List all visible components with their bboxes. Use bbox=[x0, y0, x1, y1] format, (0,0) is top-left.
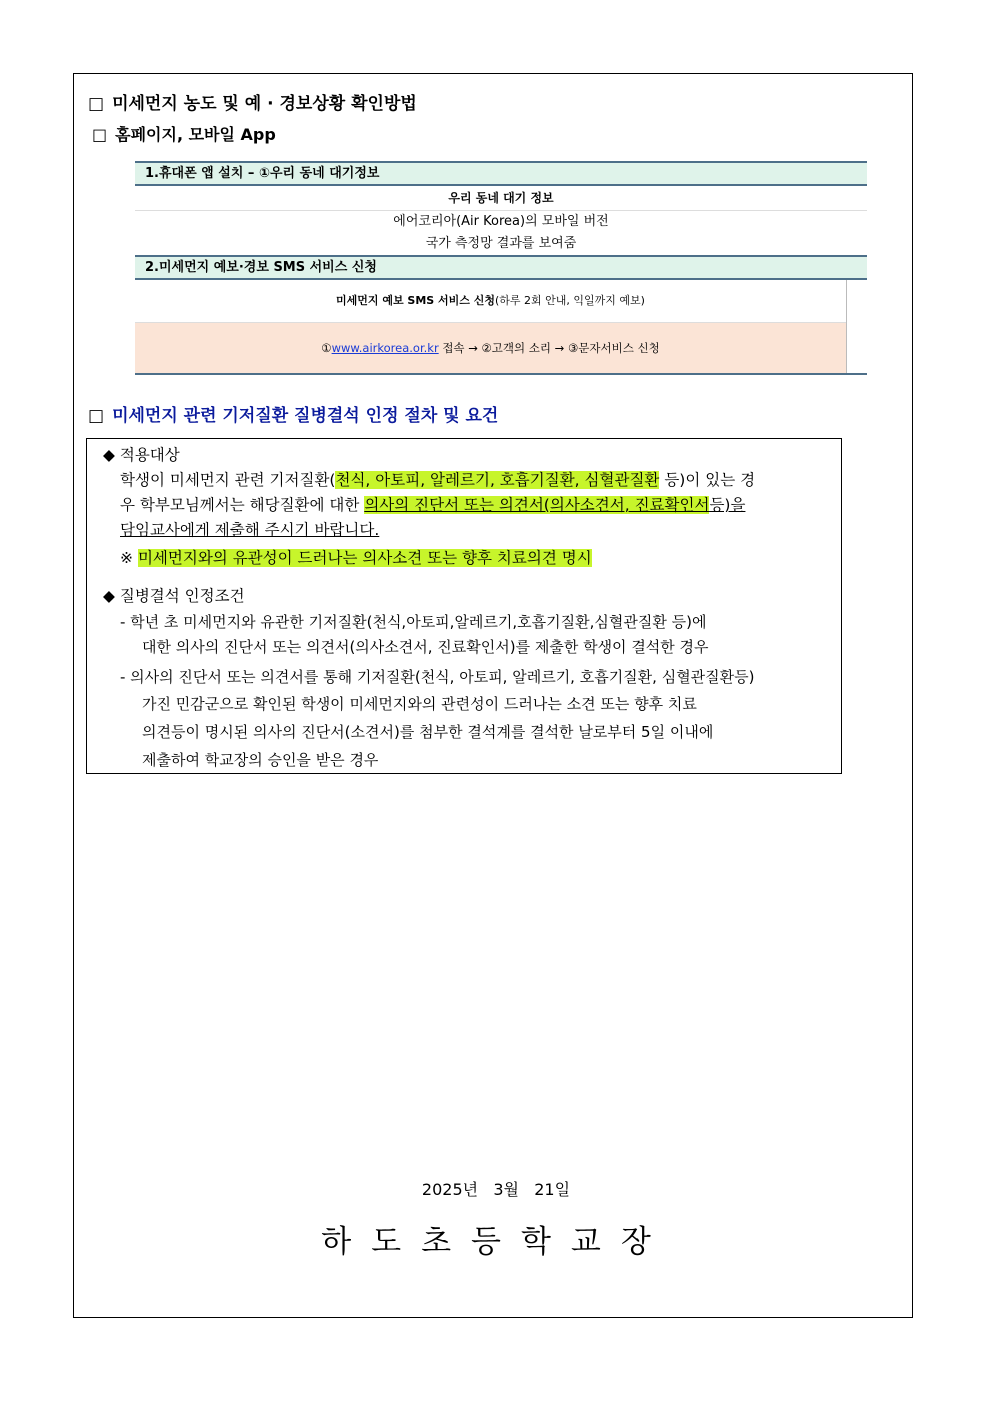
sms-steps-line: ①www.airkorea.or.kr 접속 → ②고객의 소리 → ③문자서비스 신청 bbox=[135, 323, 846, 373]
section2-title: □ 미세먼지 관련 기저질환 질병결석 인정 절차 및 요건 bbox=[88, 406, 499, 426]
target-line-2: 우 학부모님께서는 해당질환에 대한 의사의 진단서 또는 의견서(의사소견서, 진료확인서등)을 bbox=[120, 496, 746, 514]
diamond-icon: ◆ bbox=[103, 587, 115, 605]
section1-subtitle: □ 홈페이지, 모바일 App bbox=[92, 125, 276, 144]
document-date: 2025년 3월 21일 bbox=[421, 1180, 571, 1199]
condition-2-line-3: 의견등이 명시된 의사의 진단서(소견서)를 첨부한 결석계를 결석한 날로부터 5일 이내에 bbox=[142, 723, 714, 741]
condition-2-line-4: 제출하여 학교장의 승인을 받은 경우 bbox=[142, 751, 379, 769]
checkbox-icon: □ bbox=[88, 406, 105, 426]
table-bottom-rule bbox=[135, 373, 867, 375]
table-bar-app: 1.휴대폰 앱 설치 – ①우리 동네 대기정보 bbox=[135, 161, 867, 186]
target-heading: ◆ 적용대상 bbox=[103, 446, 180, 464]
condition-2-line-1: - 의사의 진단서 또는 의견서를 통해 기저질환(천식, 아토피, 알레르기, 호흡기질환, 심혈관질환등) bbox=[120, 668, 755, 686]
app-name: 우리 동네 대기 정보 bbox=[135, 186, 867, 211]
condition-2-line-2: 가진 민감군으로 확인된 학생이 미세먼지와의 관련성이 드러나는 소견 또는 향후 치료 bbox=[142, 695, 697, 713]
condition-1-line-1: - 학년 초 미세먼지와 유관한 기저질환(천식,아토피,알레르기,호흡기질환,심혈관질환 등)에 bbox=[120, 613, 707, 631]
checkbox-icon: □ bbox=[92, 125, 108, 144]
condition-heading: ◆ 질병결석 인정조건 bbox=[103, 587, 245, 605]
diamond-icon: ◆ bbox=[103, 446, 115, 464]
checkbox-icon: □ bbox=[88, 94, 105, 114]
app-desc-1: 에어코리아(Air Korea)의 모바일 버전 bbox=[393, 214, 609, 229]
airkorea-link[interactable]: www.airkorea.or.kr bbox=[331, 341, 439, 355]
sms-service-line: 미세먼지 예보 SMS 서비스 신청(하루 2회 안내, 익일까지 예보) bbox=[135, 280, 846, 323]
target-line-1: 학생이 미세먼지 관련 기저질환(천식, 아토피, 알레르기, 호흡기질환, 심혈관질환 등)이 있는 경 bbox=[120, 471, 756, 489]
condition-1-line-2: 대한 의사의 진단서 또는 의견서(의사소견서, 진료확인서)를 제출한 학생이 결석한 경우 bbox=[142, 638, 709, 656]
app-desc-2: 국가 측정망 결과를 보여줌 bbox=[425, 236, 577, 251]
info-table bbox=[135, 161, 867, 375]
sms-area bbox=[135, 280, 847, 373]
signer-name: 하도초등학교장 bbox=[321, 1224, 671, 1260]
section1-title: □ 미세먼지 농도 및 예 · 경보상황 확인방법 bbox=[88, 94, 417, 114]
target-line-3: 담임교사에게 제출해 주시기 바랍니다. bbox=[120, 521, 380, 539]
target-note: ※ 미세먼지와의 유관성이 드러나는 의사소견 또는 향후 치료의견 명시 bbox=[120, 549, 592, 567]
table-bar-sms: 2.미세먼지 예보·경보 SMS 서비스 신청 bbox=[135, 255, 867, 280]
